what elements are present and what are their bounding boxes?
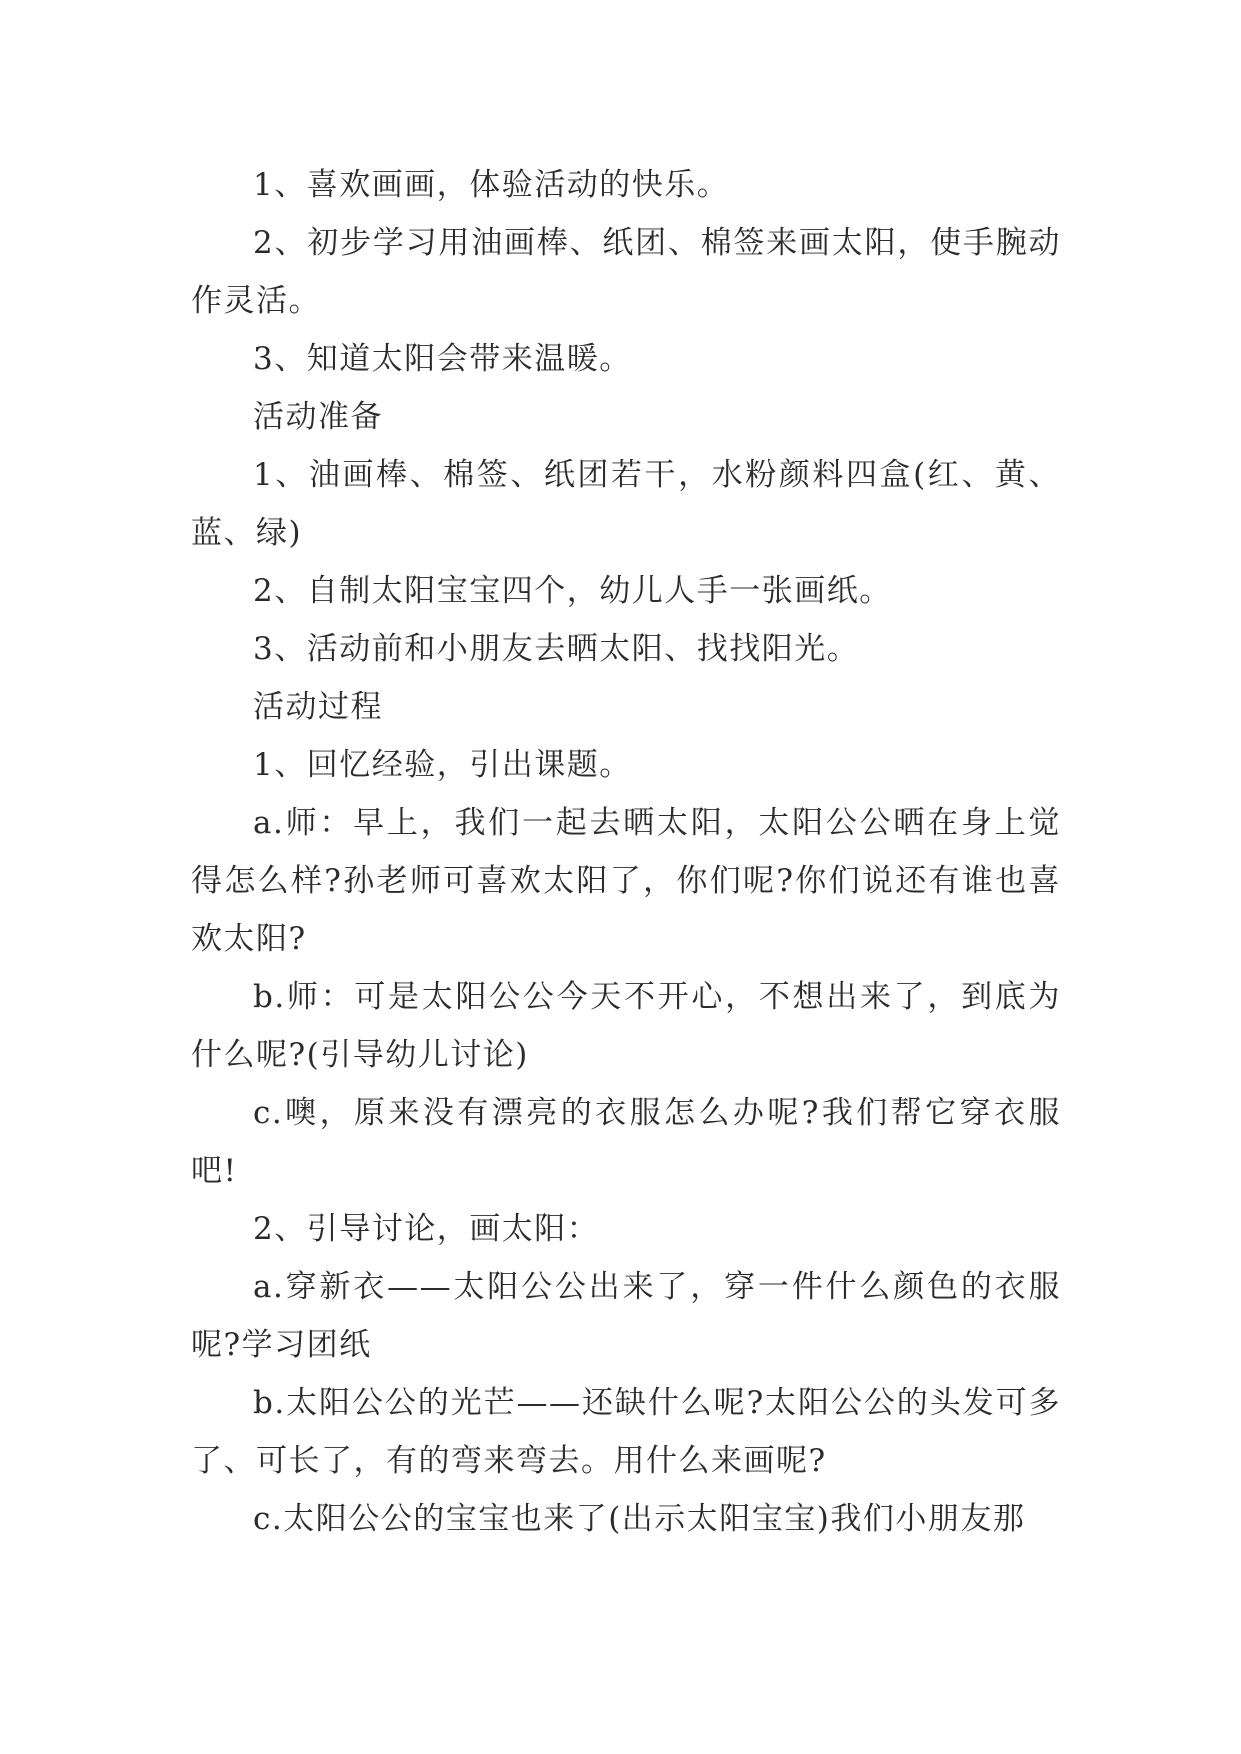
paragraph-goal-1: 1、喜欢画画，体验活动的快乐。: [253, 167, 730, 203]
document-body: [191, 156, 1061, 1548]
paragraph-step-2b: b.太阳公公的光芒——还缺什么呢?太阳公公的头发可多了、可长了，有的弯来弯去。用什么来画呢?: [191, 1385, 1061, 1479]
paragraph-step-2: 2、引导讨论，画太阳：: [253, 1211, 600, 1247]
paragraph-step-1: 1、回忆经验，引出课题。: [253, 747, 632, 783]
paragraph-step-1b: b.师：可是太阳公公今天不开心，不想出来了，到底为什么呢?(引导幼儿讨论): [191, 979, 1061, 1073]
paragraph-step-2c: c.太阳公公的宝宝也来了(出示太阳宝宝)我们小朋友那: [253, 1501, 1026, 1537]
paragraph-goal-3: 3、知道太阳会带来温暖。: [253, 341, 632, 377]
paragraph-step-2a: a.穿新衣——太阳公公出来了，穿一件什么颜色的衣服呢?学习团纸: [191, 1269, 1061, 1363]
paragraph-prep-1: 1、油画棒、棉签、纸团若干，水粉颜料四盒(红、黄、蓝、绿): [191, 457, 1061, 551]
paragraph-step-1a: a.师：早上，我们一起去晒太阳，太阳公公晒在身上觉得怎么样?孙老师可喜欢太阳了，你们呢?你们说还有谁也喜欢太阳?: [191, 805, 1061, 957]
paragraph-prep-3: 3、活动前和小朋友去晒太阳、找找阳光。: [253, 631, 860, 667]
section-heading-preparation: 活动准备: [253, 399, 383, 435]
paragraph-prep-2: 2、自制太阳宝宝四个，幼儿人手一张画纸。: [253, 573, 892, 609]
paragraph-step-1c: c.噢，原来没有漂亮的衣服怎么办呢?我们帮它穿衣服吧!: [191, 1095, 1061, 1189]
paragraph-goal-2: 2、初步学习用油画棒、纸团、棉签来画太阳，使手腕动作灵活。: [191, 225, 1061, 319]
section-heading-process: 活动过程: [253, 689, 383, 725]
